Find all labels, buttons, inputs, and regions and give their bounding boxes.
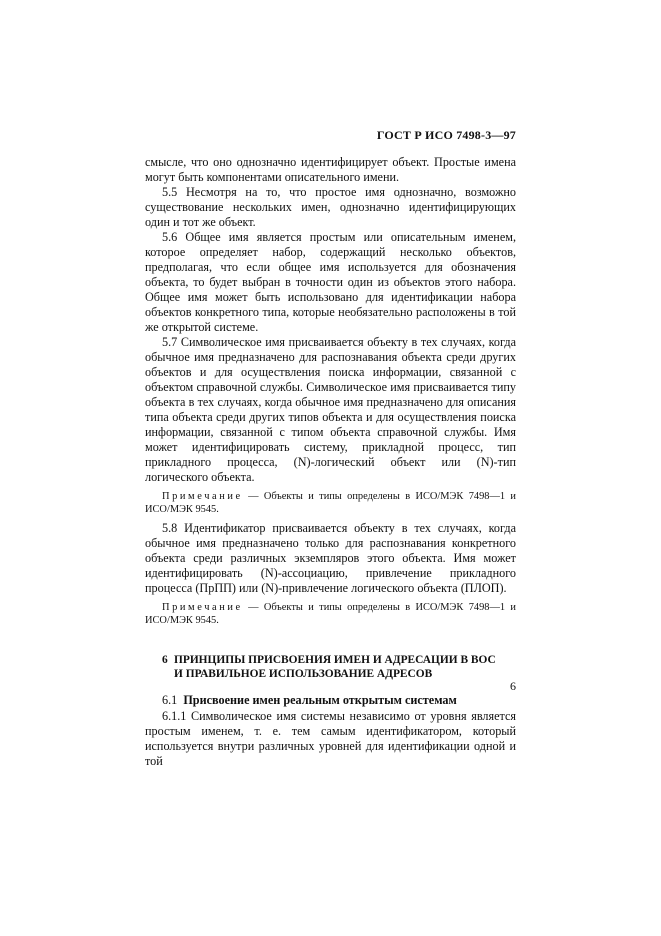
note-2 (145, 601, 516, 627)
section-6-heading (145, 653, 516, 681)
note-1-label: Примечание (162, 491, 243, 502)
note-1-text: — Объекты и типы определены в ИСО/МЭК 7498—1 и ИСО/МЭК 9545. (145, 491, 516, 515)
document-code-header: ГОСТ Р ИСО 7498-3—97 (376, 128, 516, 142)
subsection-6-1-heading (145, 693, 516, 708)
note-2-text: — Объекты и типы определены в ИСО/МЭК 7498—1 и ИСО/МЭК 9545. (145, 602, 516, 626)
subsection-6-1-number: 6.1 (162, 693, 178, 707)
paragraph-5-6: 5.6 Общее имя является простым или описательным именем, которое определяет набор, содержащий несколько объектов, предполагая, что если общее имя используется для обозначения объекта, то будет выбран в точности один из объектов этого набора. Общее имя может быть использовано для идентификации набора объектов конкретного типа, которые необязательно расположены в той же открытой системе. (145, 230, 516, 334)
note-1 (145, 490, 516, 516)
subsection-6-1-title: Присвоение имен реальным открытым системам (183, 693, 457, 707)
paragraph-continuation: смысле, что оно однозначно идентифицирует объект. Простые имена могут быть компонентами описательного имени. (145, 155, 516, 184)
paragraph-5-5: 5.5 Несмотря на то, что простое имя однозначно, возможно существование нескольких имен, однозначно идентифицирующих один и тот же объект. (145, 185, 516, 229)
paragraph-5-7: 5.7 Символическое имя присваивается объекту в тех случаях, когда обычное имя предназначено для распознавания объекта среди других объектов и для осуществления поиска информации, связанной с объектом справочной службы. Символическое имя присваивается типу объекта в тех случаях, когда обычное имя предназначено для описания типа объекта среди других типов объекта и для осуществления поиска информации, связанной с типом объекта справочной службы. Имя может идентифицировать систему, прикладной процесс, тип прикладного процесса, (N)-логический объект или (N)-тип логического объекта. (145, 335, 516, 484)
section-6-title-line2: И ПРАВИЛЬНОЕ ИСПОЛЬЗОВАНИЕ АДРЕСОВ (174, 668, 433, 680)
page-number: 6 (510, 679, 516, 693)
section-6-number: 6 (162, 654, 168, 666)
paragraph-6-1-1: 6.1.1 Символическое имя системы независимо от уровня является простым именем, т. е. тем самым идентификатором, который используется внутри различных уровней для идентификации одной и той (145, 709, 516, 768)
paragraph-5-8: 5.8 Идентификатор присваивается объекту в тех случаях, когда обычное имя предназначено только для распознавания конкретного объекта среди различных экземпляров этого объекта. Имя может идентифицировать (N)-ассоциацию, привлечение прикладного процесса (ПрПП) или (N)-привлечение логического объекта (ПЛОП). (145, 521, 516, 595)
note-2-label: Примечание (162, 602, 243, 613)
document-body (145, 155, 516, 769)
section-6-title-line1: ПРИНЦИПЫ ПРИСВОЕНИЯ ИМЕН И АДРЕСАЦИИ В ВОС (174, 654, 496, 666)
